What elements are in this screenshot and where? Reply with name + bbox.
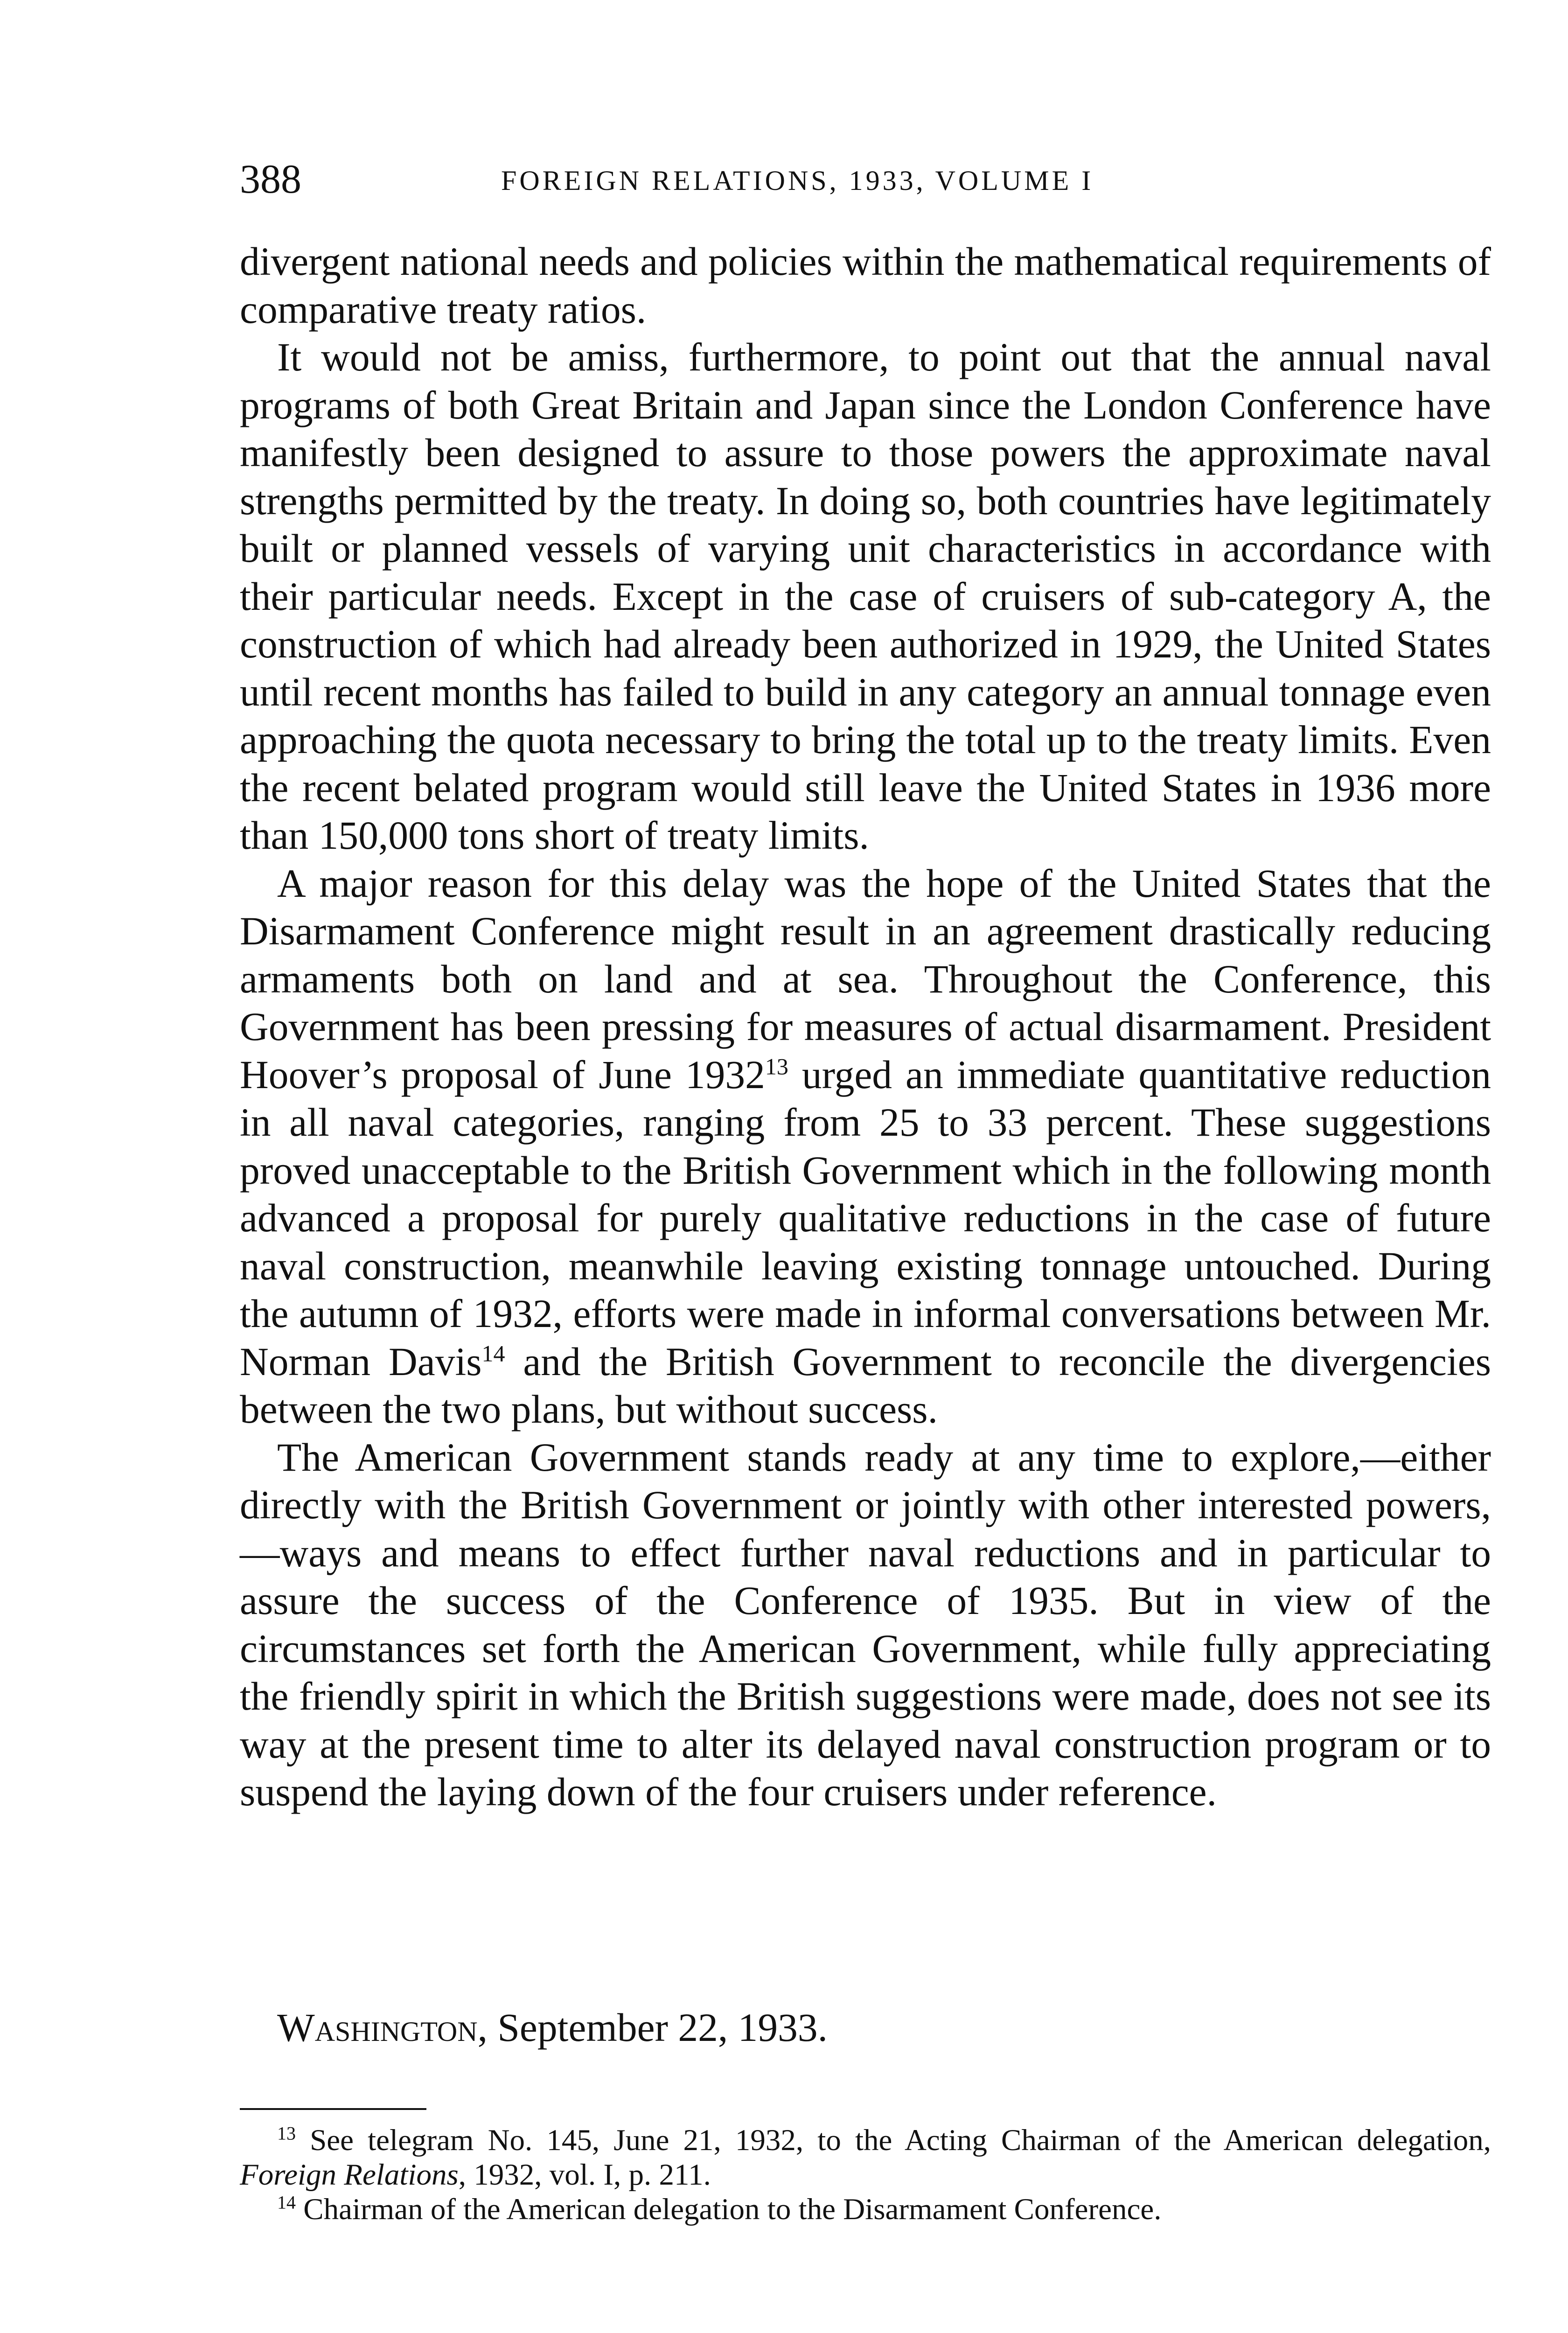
footnote-divider bbox=[240, 2108, 426, 2110]
footnote-text: Chairman of the American delegation to the Disarmament Conference. bbox=[296, 2193, 1162, 2226]
paragraph-continued: divergent national needs and policies within the mathematical requirements of comparative treaty ratios. bbox=[240, 240, 1491, 332]
footnotes bbox=[240, 2123, 1491, 2227]
footnote-mark: 13 bbox=[277, 2123, 296, 2144]
body-text bbox=[240, 238, 1491, 1816]
paragraph-text: urged an immediate quantitative reduction in all naval categories, ranging from 25 to 33 percent. These suggestions proved unacceptable to the British Government which in the following month advanced a proposal for purely qualitative reductions in the case of future naval construction, meanwhile leaving existing tonnage untouched. During the autumn of 1932, efforts were made in informal conversations between Mr. Norman Davis bbox=[240, 1053, 1491, 1384]
footnote-text: See telegram No. 145, June 21, 1932, to the Acting Chairman of the American delegation, bbox=[296, 2123, 1491, 2157]
footnote-reference-14: 14 bbox=[481, 1340, 505, 1366]
page-number: 388 bbox=[240, 157, 301, 202]
paragraph-naval-programs: It would not be amiss, furthermore, to point out that the annual naval programs of both Great Britain and Japan since the London Conference have manifestly been designed to assure to those powers the approximate naval strengths permitted by the treaty. In doing so, both countries have legitimately built or planned vessels of varying unit characteristics in accordance with their particular needs. Except in the case of cruisers of sub-category A, the construction of which had already been authorized in 1929, the United States until recent months has failed to build in any category an annual tonnage even approaching the quota necessary to bring the total up to the treaty limits. Even the recent belated program would still leave the United States in 1936 more than 150,000 tons short of treaty limits. bbox=[240, 335, 1491, 858]
running-head bbox=[240, 154, 1491, 205]
footnote-13 bbox=[240, 2123, 1491, 2192]
paragraph-american-position: The American Government stands ready at any time to explore,—either directly with the British Government or jointly with other interested powers,—ways and means to effect further naval reductions and in particular to assure the success of the Conference of 1935. But in view of the circumstances set forth the American Government, while fully appreciating the friendly spirit in which the British suggestions were made, does not see its way at the present time to alter its delayed naval construction program or to suspend the laying down of the four cruisers under reference. bbox=[240, 1435, 1491, 1814]
paragraph-text: A major reason for this delay was the hope of the United States that the Disarmament Conference might result in an agreement drastically reducing armaments both on land and at sea. Throughout the Conference, this Government has been pressing for measures of actual disarmament. President Hoover’s proposal of June 1932 bbox=[240, 861, 1491, 1097]
signoff-date: , September 22, 1933. bbox=[477, 2006, 828, 2050]
footnote-mark: 14 bbox=[277, 2192, 296, 2213]
footnote-text: , 1932, vol. I, p. 211. bbox=[458, 2158, 711, 2192]
signoff bbox=[277, 2004, 828, 2052]
running-title: FOREIGN RELATIONS, 1933, VOLUME I bbox=[501, 165, 1094, 196]
footnote-14 bbox=[240, 2192, 1491, 2227]
footnote-citation-title: Foreign Relations bbox=[240, 2158, 459, 2192]
paragraph-disarmament-conference bbox=[240, 860, 1491, 1434]
signoff-place: Washington bbox=[277, 2006, 478, 2050]
footnote-reference-13: 13 bbox=[765, 1053, 788, 1079]
paragraph-text: and the British Government to reconcile the divergencies between the two plans, but without success. bbox=[240, 1340, 1491, 1432]
